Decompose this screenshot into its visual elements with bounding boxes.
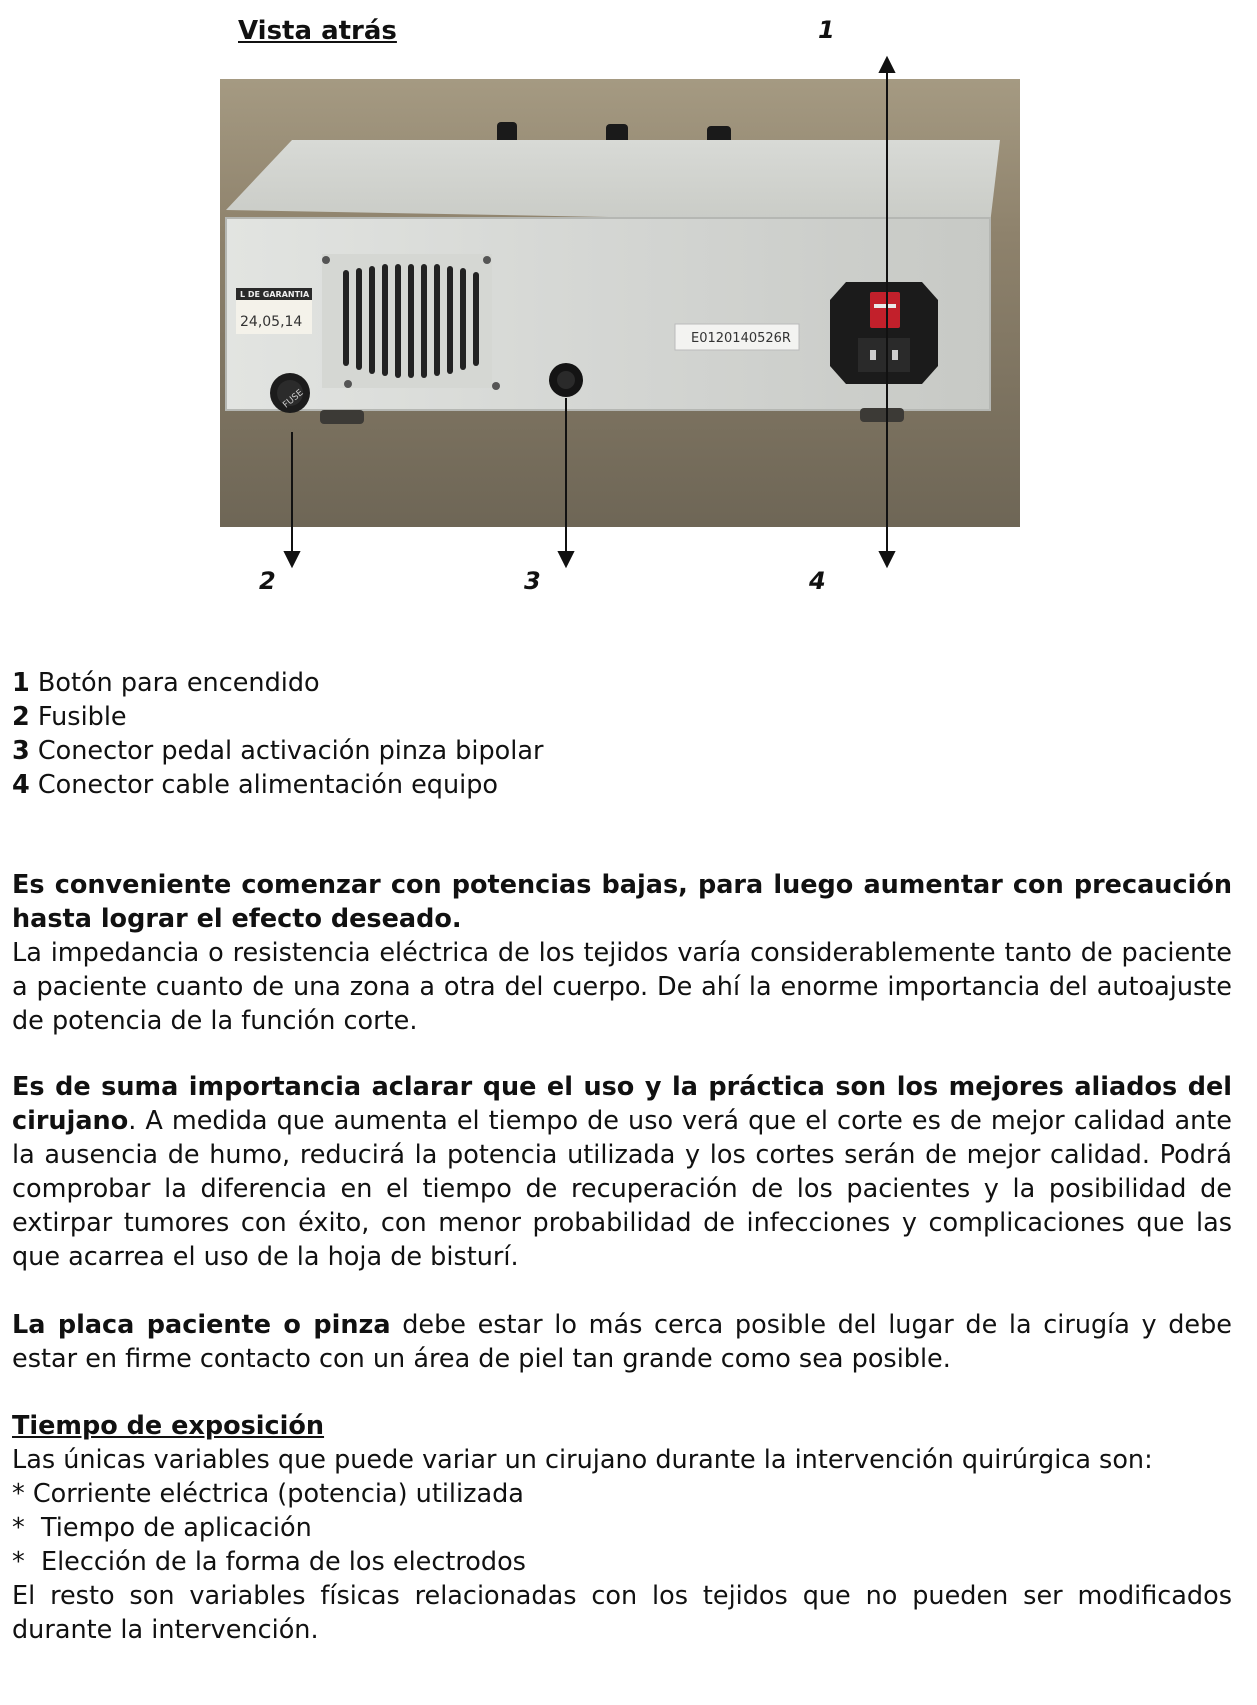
legend-number: 1 — [12, 668, 30, 698]
section-heading: Tiempo de exposición — [12, 1411, 325, 1441]
list-item: * Corriente eléctrica (potencia) utilizada — [12, 1479, 524, 1509]
vent-grille — [322, 254, 500, 390]
paragraph-patient-plate — [12, 1308, 1232, 1376]
device-rear-view-figure — [0, 0, 1257, 600]
legend-text: Fusible — [37, 702, 127, 732]
fuse-holder — [270, 373, 310, 413]
serial-number-text: E0120140526R — [691, 331, 791, 346]
legend-item — [12, 666, 543, 700]
legend-text: Botón para encendido — [37, 668, 320, 698]
paragraph-power-advice — [12, 868, 1232, 1038]
paragraph-bold-lead: Es conveniente comenzar con potencias bajas, para luego aumentar con precaución hasta lograr el efecto deseado. — [12, 870, 1232, 934]
figure-title: Vista atrás — [238, 16, 397, 46]
warranty-sticker — [236, 288, 312, 334]
callout-2: 2 — [259, 567, 276, 595]
legend-item — [12, 768, 543, 802]
section-intro: Las únicas variables que puede variar un cirujano durante la intervención quirúrgica son: — [12, 1445, 1153, 1475]
callout-1: 1 — [818, 16, 835, 44]
paragraph-bold-lead: La placa paciente o pinza — [12, 1310, 391, 1340]
paragraph-bold-lead: Es de suma importancia aclarar que el uso y la práctica son los mejores aliados del cirujano — [12, 1072, 1232, 1136]
callout-3: 3 — [524, 567, 541, 595]
device-foot-left — [320, 410, 364, 424]
list-item: * Elección de la forma de los electrodos — [12, 1547, 526, 1577]
paragraph-practice — [12, 1070, 1232, 1274]
device-top-face — [226, 140, 1000, 224]
legend-item — [12, 700, 543, 734]
paragraph-body: . A medida que aumenta el tiempo de uso verá que el corte es de mejor calidad ante la ausencia de humo, reducirá la potencia utilizada y los cortes serán de mejor calidad. Podrá comprobar la diferencia en el tiempo de recuperación de los pacientes y la posibilidad de extirpar tumores con éxito, con menor probabilidad de infecciones y complicaciones que las que acarrea el uso de la hoja de bisturí. — [12, 1106, 1232, 1272]
paragraph-body: debe estar lo más cerca posible del lugar de la cirugía y debe estar en firme contacto con un área de piel tan grande como sea posible. — [12, 1310, 1232, 1374]
pedal-connector — [549, 363, 583, 397]
fuse-label: FUSE — [281, 387, 306, 411]
section-exposure-time — [12, 1409, 1232, 1647]
legend-text: Conector cable alimentación equipo — [37, 770, 499, 800]
power-inlet — [830, 282, 938, 384]
power-switch — [870, 292, 900, 328]
legend-number: 4 — [12, 770, 30, 800]
legend-item — [12, 734, 543, 768]
paragraph-body: La impedancia o resistencia eléctrica de los tejidos varía considerablemente tanto de paciente a paciente cuanto de una zona a otra del cuerpo. De ahí la enorme importancia del autoajuste de potencia de la función corte. — [12, 938, 1232, 1036]
serial-label — [675, 324, 799, 350]
sticker-text-2: 24,05,14 — [240, 314, 303, 330]
section-closing: El resto son variables físicas relacionadas con los tejidos que no pueden ser modificados durante la intervención. — [12, 1581, 1232, 1645]
device-foot-right — [860, 408, 904, 422]
legend-text: Conector pedal activación pinza bipolar — [37, 736, 544, 766]
list-item: * Tiempo de aplicación — [12, 1513, 312, 1543]
legend-number: 2 — [12, 702, 30, 732]
callout-4: 4 — [809, 567, 826, 595]
sticker-text-1: L DE GARANTIA — [240, 290, 310, 299]
figure-legend — [12, 666, 543, 802]
legend-number: 3 — [12, 736, 30, 766]
